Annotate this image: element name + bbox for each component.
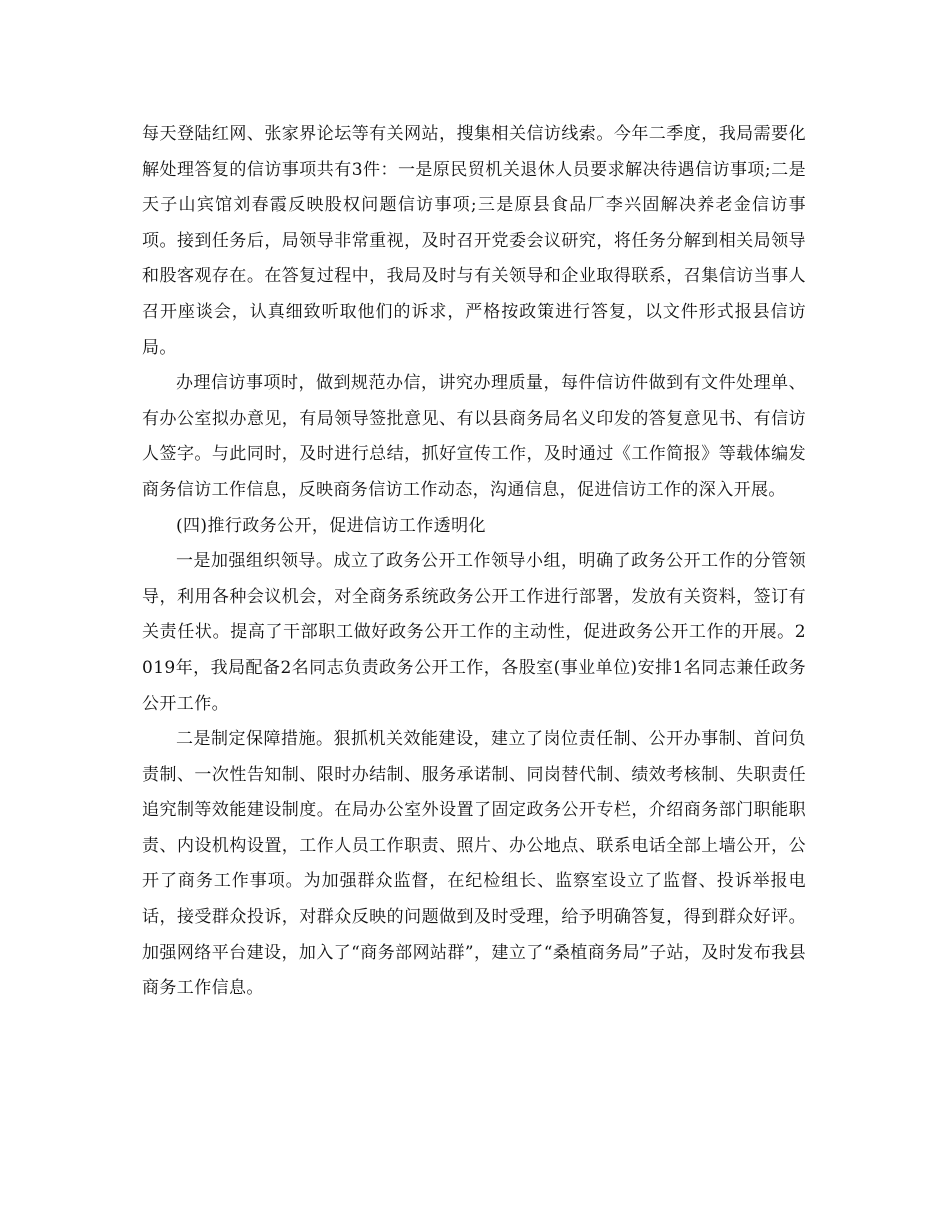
paragraph-4: 二是制定保障措施。狠抓机关效能建设，建立了岗位责任制、公开办事制、首问负责制、一次性告知制、限时办结制、服务承诺制、同岗替代制、绩效考核制、失职责任追究制等效能建设制度。在局办公室外设置了固定政务公开专栏，介绍商务部门职能职责、内设机构设置，工作人员工作职责、照片、办公地点、联系电话全部上墙公开，公开了商务工作事项。为加强群众监督，在纪检组长、监察室设立了监督、投诉举报电话，接受群众投诉，对群众反映的问题做到及时受理，给予明确答复，得到群众好评。加强网络平台建设，加入了“商务部网站群”，建立了“桑植商务局”子站，及时发布我县商务工作信息。 bbox=[142, 729, 806, 999]
paragraph-2: 办理信访事项时，做到规范办信，讲究办理质量，每件信访件做到有文件处理单、有办公室拟办意见，有局领导签批意见、有以县商务局名义印发的答复意见书、有信访人签字。与此同时，及时进行总结，抓好宣传工作，及时通过《工作简报》等载体编发商务信访工作信息，反映商务信访工作动态，沟通信息，促进信访工作的深入开展。 bbox=[142, 373, 806, 500]
paragraph-1: 每天登陆红网、张家界论坛等有关网站，搜集相关信访线索。今年二季度，我局需要化解处理答复的信访事项共有3件：一是原民贸机关退休人员要求解决待遇信访事项;二是天子山宾馆刘春霞反映股权问题信访事项;三是原县食品厂李兴固解决养老金信访事项。接到任务后，局领导非常重视，及时召开党委会议研究，将任务分解到相关局领导和股客观存在。在答复过程中，我局及时与有关领导和企业取得联系，召集信访当事人召开座谈会，认真细致听取他们的诉求，严格按政策进行答复，以文件形式报县信访局。 bbox=[142, 124, 806, 358]
document-body bbox=[142, 117, 806, 1007]
paragraph-3: 一是加强组织领导。成立了政务公开工作领导小组，明确了政务公开工作的分管领导，利用各种会议机会，对全商务系统政务公开工作进行部署，发放有关资料，签订有关责任状。提高了干部职工做好政务公开工作的主动性，促进政务公开工作的开展。2019年，我局配备2名同志负责政务公开工作，各股室(事业单位)安排1名同志兼任政务公开工作。 bbox=[142, 551, 806, 714]
section-heading: (四)推行政务公开，促进信访工作透明化 bbox=[176, 515, 486, 536]
